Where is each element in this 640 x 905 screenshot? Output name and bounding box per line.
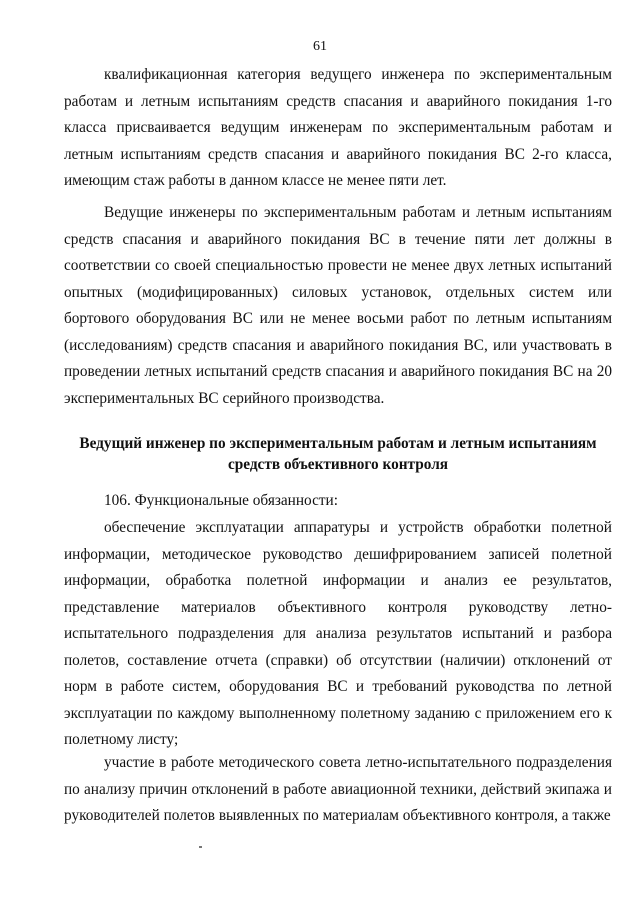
paragraph-text: 106. Функциональные обязанности:	[104, 492, 338, 509]
paragraph-qualification	[64, 62, 612, 195]
heading-line-1: Ведущий инженер по экспериментальным работам и летным испытаниям	[79, 435, 597, 452]
paragraph-text: обеспечение эксплуатации аппаратуры и устройств обработки полетной информации, методическое руководство дешифрированием записей полетной информации, обработка полетной информации и анализ ее результатов, представление материалов объективного контроля руководству летно-испытательного подразделения для анализа результатов испытаний и разбора полетов, составление отчета (справки) об отсутствии (наличии) отклонений от норм в работе систем, оборудования ВС и требований руководства по летной эксплуатации по каждому выполненному полетному заданию с приложением его к полетному листу;	[64, 519, 612, 748]
paragraph-text: участие в работе методического совета летно-испытательного подразделения по анализу причин отклонений в работе авиационной техники, действий экипажа и руководителей полетов выявленных по материалам объективного контроля, а также	[64, 754, 612, 824]
paragraph-duty-1	[64, 515, 612, 754]
heading-line-2: средств объективного контроля	[227, 456, 449, 473]
paragraph-text: Ведущие инженеры по экспериментальным работам и летным испытаниям средств спасания и аварийного покидания ВС в течение пяти лет должны в соответствии со своей специальностью провести не менее двух летных испытаний опытных (модифицированных) силовых установок, отдельных систем или бортового оборудования ВС или не менее восьми работ по летным испытаниям (исследованиям) средств спасания и аварийного покидания ВС, или участвовать в проведении летных испытаний средств спасания и аварийного покидания ВС на 20 экспериментальных ВС серийного производства.	[64, 204, 612, 407]
section-heading	[64, 433, 612, 475]
scan-speck	[199, 846, 202, 848]
paragraph-requirements	[64, 200, 612, 412]
paragraph-duty-2	[64, 750, 612, 830]
page-number: 61	[313, 39, 327, 54]
paragraph-duties-title	[64, 488, 612, 515]
paragraph-text: квалификационная категория ведущего инженера по экспериментальным работам и летным испытаниям средств спасания и аварийного покидания 1-го класса присваивается ведущим инженерам по экспериментальным работам и летным испытаниям средств спасания и аварийного покидания ВС 2-го класса, имеющим стаж работы в данном классе не менее пяти лет.	[64, 66, 612, 189]
